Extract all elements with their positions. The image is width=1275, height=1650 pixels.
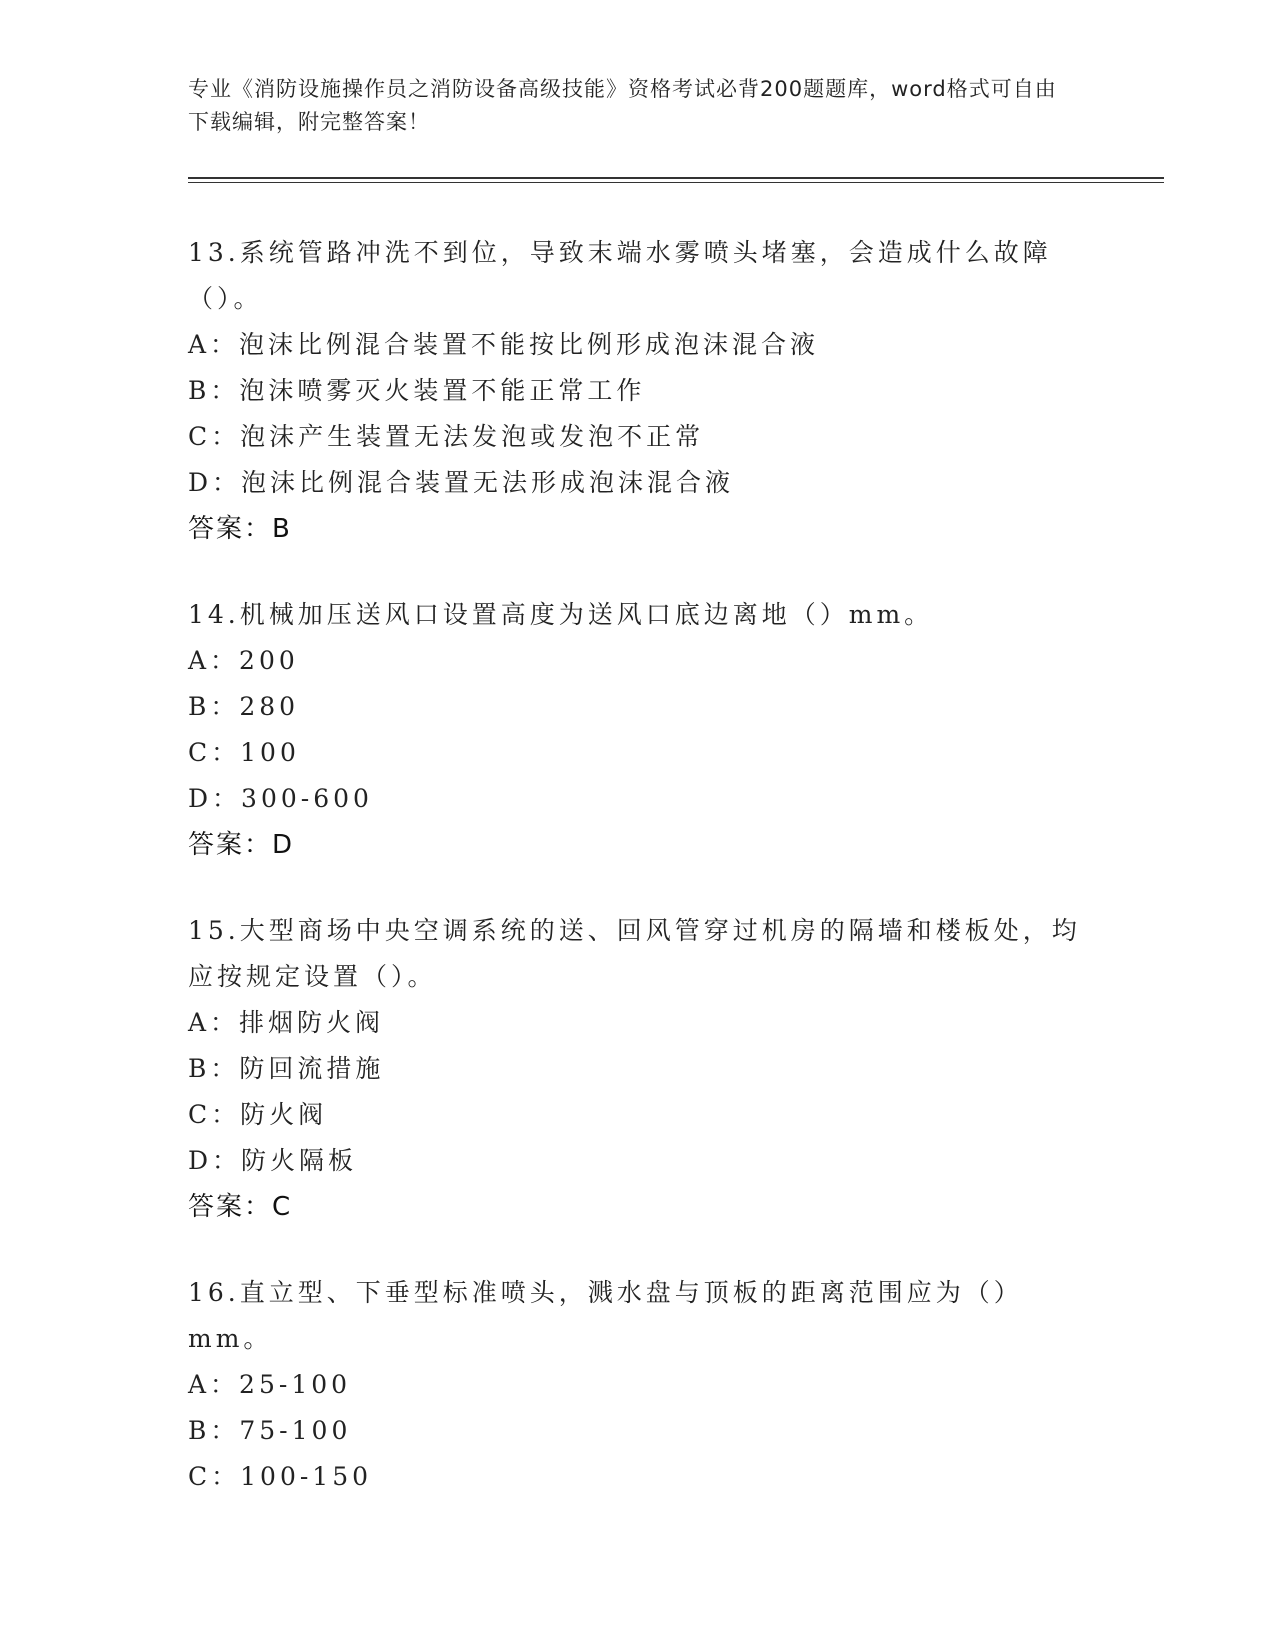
question-13 (188, 230, 1088, 552)
option-b: B：防回流措施 (188, 1054, 385, 1083)
question-text: 14.机械加压送风口设置高度为送风口底边离地（）mm。 (188, 600, 934, 629)
option-d: D：泡沫比例混合装置无法形成泡沫混合液 (188, 468, 735, 497)
option-c: C：100 (188, 738, 300, 767)
option-b: B：75-100 (188, 1416, 352, 1445)
option-a: A：排烟防火阀 (188, 1008, 385, 1037)
question-15 (188, 908, 1088, 1230)
answer-line: 答案：B (188, 514, 292, 544)
option-c: C：防火阀 (188, 1100, 328, 1129)
question-14 (188, 592, 1088, 868)
question-text: 16.直立型、下垂型标准喷头，溅水盘与顶板的距离范围应为（）mm。 (188, 1278, 1023, 1353)
answer-line: 答案：C (188, 1192, 293, 1222)
option-d: D：防火隔板 (188, 1146, 358, 1175)
option-a: A：25-100 (188, 1370, 352, 1399)
option-b: B：280 (188, 692, 300, 721)
question-list (188, 230, 1088, 1540)
header-divider-thin (188, 182, 1164, 183)
option-a: A：泡沫比例混合装置不能按比例形成泡沫混合液 (188, 330, 820, 359)
option-b: B：泡沫喷雾灭火装置不能正常工作 (188, 376, 646, 405)
option-a: A：200 (188, 646, 299, 675)
document-header: 专业《消防设施操作员之消防设备高级技能》资格考试必背200题题库，word格式可自由下载编辑，附完整答案！ (188, 77, 1057, 134)
question-16 (188, 1270, 1088, 1500)
header-divider-thick (188, 177, 1164, 179)
option-c: C：泡沫产生装置无法发泡或发泡不正常 (188, 422, 705, 451)
option-d: D：300-600 (188, 784, 373, 813)
question-text: 15.大型商场中央空调系统的送、回风管穿过机房的隔墙和楼板处，均应按规定设置（）。 (188, 916, 1081, 991)
question-text: 13.系统管路冲洗不到位，导致末端水雾喷头堵塞，会造成什么故障（）。 (188, 238, 1052, 313)
answer-line: 答案：D (188, 830, 295, 860)
option-c: C：100-150 (188, 1462, 373, 1491)
